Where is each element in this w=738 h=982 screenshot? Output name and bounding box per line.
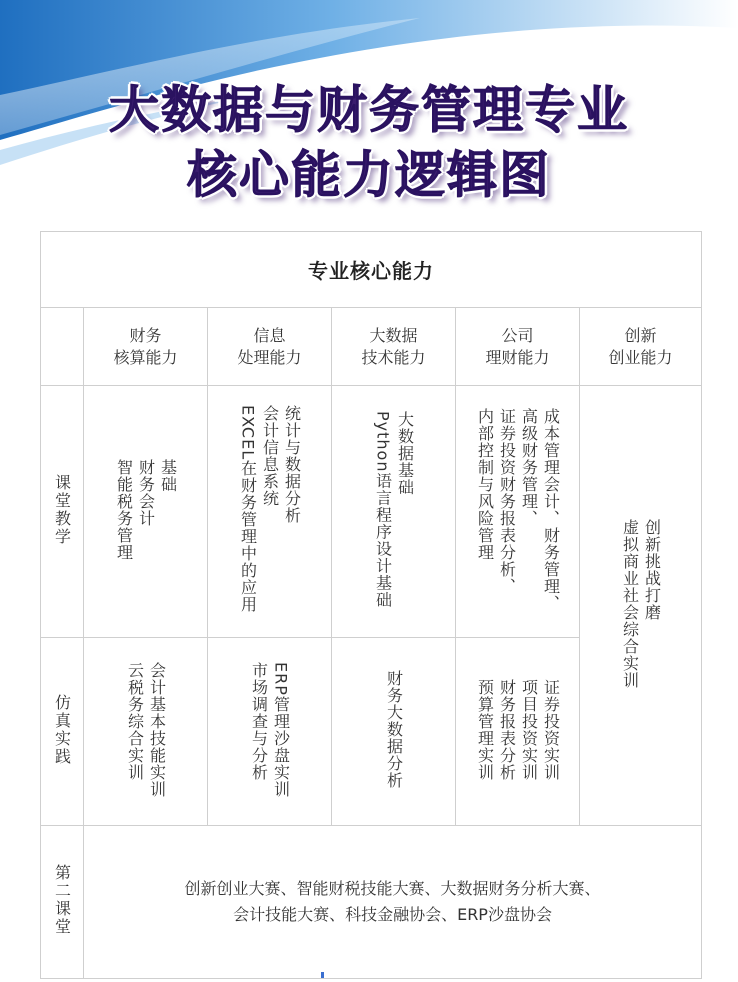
practice-item: 市场调查与分析 <box>249 661 269 781</box>
corner-cell <box>41 308 84 386</box>
practice-item: 财务大数据分析 <box>384 670 404 789</box>
column-header-information <box>208 308 332 386</box>
course-item: 财务会计 <box>136 458 156 527</box>
title-line-2: 核心能力逻辑图 <box>187 146 551 204</box>
course-item: Python语言程序设计基础 <box>373 410 393 609</box>
innovation-cell <box>580 386 702 826</box>
row-label-classroom-cell <box>41 386 84 638</box>
activity-line: 创新创业大赛、智能财税技能大赛、大数据财务分析大赛、 <box>184 879 601 898</box>
column-header-line: 公司 <box>501 325 534 345</box>
simulation-information-cell <box>208 638 332 826</box>
course-item: 统计与数据分析 <box>282 405 302 525</box>
row-label-simulation-cell <box>41 638 84 826</box>
course-item: 成本管理会计、财务管理、 <box>541 407 561 612</box>
header-banner <box>0 0 738 230</box>
simulation-bigdata-cell <box>332 638 456 826</box>
practice-item: 证券投资实训 <box>541 678 561 781</box>
practice-item: ERP管理沙盘实训 <box>271 661 291 798</box>
column-header-line: 财务 <box>129 325 162 345</box>
course-item: 虚拟商业社会综合实训 <box>620 518 640 689</box>
classroom-corporate-finance-cell <box>456 386 580 638</box>
column-header-corporate-finance <box>456 308 580 386</box>
practice-item: 财务报表分析 <box>497 678 517 781</box>
course-item: 证券投资财务报表分析、 <box>497 407 517 595</box>
classroom-information-cell <box>208 386 332 638</box>
column-header-line: 大数据 <box>369 325 418 345</box>
course-item: 基础 <box>158 458 178 493</box>
course-item: 内部控制与风险管理 <box>475 407 495 561</box>
course-item: 大数据基础 <box>395 410 415 496</box>
column-header-line: 信息 <box>253 325 286 345</box>
activity-line: 会计技能大赛、科技金融协会、ERP沙盘协会 <box>233 905 552 924</box>
capability-table <box>40 231 702 979</box>
practice-item: 会计基本技能实训 <box>147 661 167 798</box>
second-class-cell <box>84 826 702 979</box>
course-item: 智能税务管理 <box>114 458 134 561</box>
title-line-1: 大数据与财务管理专业 <box>109 81 629 139</box>
column-header-line: 处理能力 <box>237 347 302 367</box>
row-label-classroom: 课堂教学 <box>52 473 72 546</box>
column-header-line: 创业能力 <box>608 347 673 367</box>
table-header-cell <box>41 232 702 308</box>
course-item: 创新挑战打磨 <box>642 518 662 621</box>
practice-item: 预算管理实训 <box>475 678 495 781</box>
column-header-innovation <box>580 308 702 386</box>
practice-item: 云税务综合实训 <box>125 661 145 781</box>
practice-item: 项目投资实训 <box>519 678 539 781</box>
row-label-simulation: 仿真实践 <box>52 693 72 766</box>
course-item: EXCEL在财务管理中的应用 <box>238 405 258 614</box>
row-label-second-class: 第二课堂 <box>52 864 72 936</box>
simulation-corporate-finance-cell <box>456 638 580 826</box>
table-header: 专业核心能力 <box>308 259 435 283</box>
column-header-line: 技术能力 <box>361 347 426 367</box>
simulation-finance-cell <box>84 638 208 826</box>
column-header-finance <box>84 308 208 386</box>
classroom-bigdata-cell <box>332 386 456 638</box>
column-header-line: 理财能力 <box>485 347 550 367</box>
row-label-second-cell <box>41 826 84 979</box>
bottom-marker <box>321 972 324 978</box>
classroom-finance-cell <box>84 386 208 638</box>
column-header-line: 创新 <box>624 325 657 345</box>
column-header-bigdata <box>332 308 456 386</box>
course-item: 高级财务管理、 <box>519 407 539 527</box>
course-item: 会计信息系统 <box>260 405 280 508</box>
column-header-line: 核算能力 <box>113 347 178 367</box>
